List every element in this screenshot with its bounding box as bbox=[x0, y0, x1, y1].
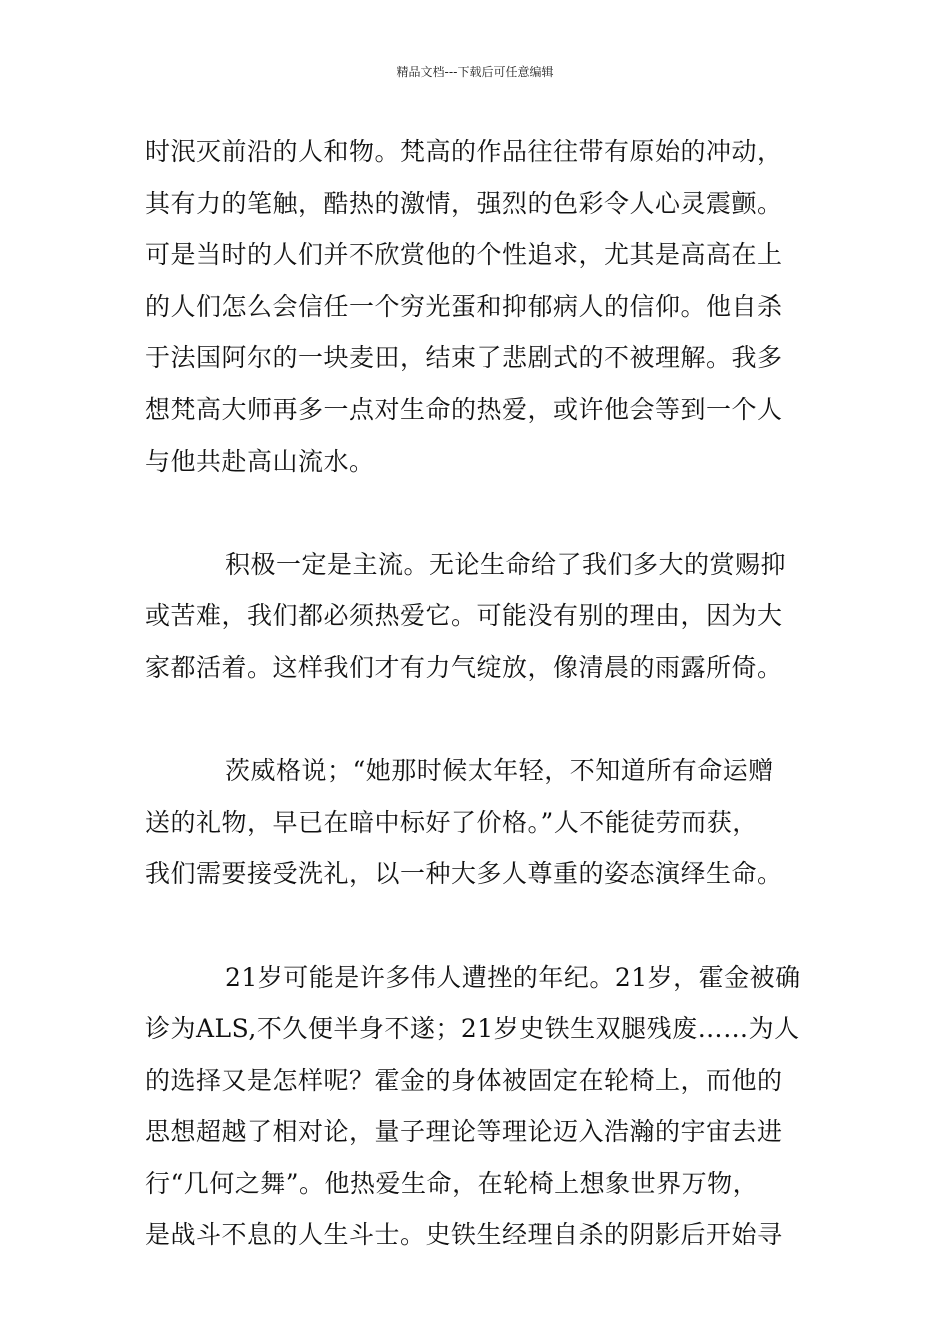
text-line: 与他共赴高山流水。 bbox=[145, 446, 375, 476]
text-line: 21岁可能是许多伟人遭挫的年纪。21岁，霍金被确 bbox=[225, 962, 801, 992]
text-line: 时泯灭前沿的人和物。梵高的作品往往带有原始的冲动， bbox=[145, 137, 783, 166]
text-line: 其有力的笔触，酷热的激情，强烈的色彩令人心灵震颤。 bbox=[145, 188, 783, 218]
text-line: 是战斗不息的人生斗士。史铁生经理自杀的阴影后开始寻 bbox=[145, 1220, 783, 1250]
text-line: 可是当时的人们并不欣赏他的个性追求，尤其是高高在上 bbox=[145, 240, 783, 270]
paragraph-positivity bbox=[145, 539, 810, 694]
text-line: 的选择又是怎样呢？霍金的身体被固定在轮椅上，而他的 bbox=[145, 1065, 783, 1095]
text-line: 送的礼物，早已在暗中标好了价格。”人不能徒劳而获， bbox=[145, 807, 758, 837]
text-line: 或苦难，我们都必须热爱它。可能没有别的理由，因为大 bbox=[145, 601, 783, 631]
text-line: 家都活着。这样我们才有力气绽放，像清晨的雨露所倚。 bbox=[145, 652, 783, 682]
page-header: 精品文档---下载后可任意编辑 bbox=[396, 65, 554, 79]
paragraph-gap bbox=[145, 694, 810, 746]
text-line: 茨威格说；“她那时候太年轻，不知道所有命运赠 bbox=[225, 756, 774, 786]
paragraph-age-21 bbox=[145, 952, 810, 1262]
paragraph-gap bbox=[145, 900, 810, 952]
paragraph-zweig bbox=[145, 745, 810, 900]
text-line: 的人们怎么会信任一个穷光蛋和抑郁病人的信仰。他自杀 bbox=[145, 291, 783, 321]
paragraph-gap bbox=[145, 487, 810, 539]
text-line: 行“几何之舞”。他热爱生命，在轮椅上想象世界万物， bbox=[145, 1168, 759, 1198]
document-body bbox=[145, 126, 810, 1261]
text-line: 积极一定是主流。无论生命给了我们多大的赏赐抑 bbox=[225, 549, 787, 579]
text-line: 我们需要接受洗礼，以一种大多人尊重的姿态演绎生命。 bbox=[145, 859, 783, 889]
text-line: 想梵高大师再多一点对生命的热爱，或许他会等到一个人 bbox=[145, 394, 783, 424]
text-line: 于法国阿尔的一块麦田，结束了悲剧式的不被理解。我多 bbox=[145, 343, 783, 373]
text-line: 诊为ALS,不久便半身不遂；21岁史铁生双腿残废……为人 bbox=[145, 1014, 800, 1044]
text-line: 思想超越了相对论，量子理论等理论迈入浩瀚的宇宙去进 bbox=[145, 1117, 783, 1147]
paragraph-van-gogh bbox=[145, 126, 810, 487]
